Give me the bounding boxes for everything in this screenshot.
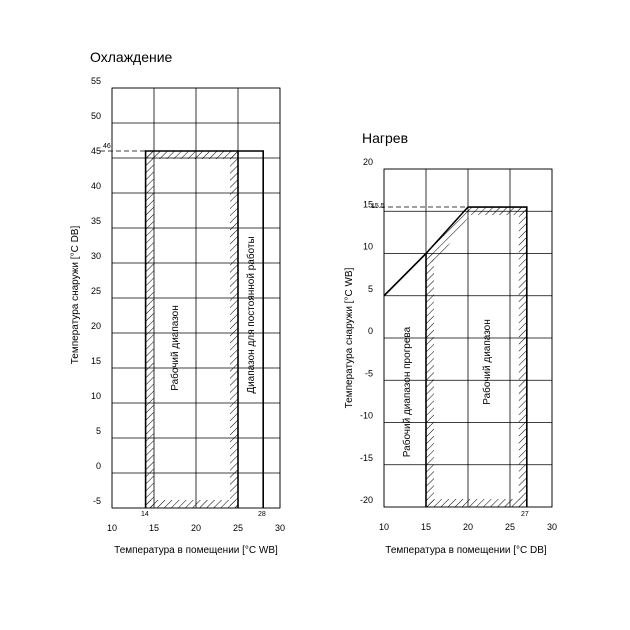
- cooling-y-mark-46: 46: [103, 143, 111, 150]
- cooling-x-axis-label: Температура в помещении [°C WB]: [114, 545, 278, 556]
- cooling-y-tick-5: 5: [95, 426, 101, 436]
- heating-hatch-layer: [426, 207, 527, 507]
- heating-y-tick-10: 10: [362, 241, 373, 252]
- cooling-y-tick-25: 25: [90, 286, 101, 296]
- cooling-operating-range-boundary: [146, 151, 238, 508]
- cooling-y-tick-55: 55: [90, 76, 101, 86]
- heating-y-axis-label: Температура снаружи [°C WB]: [344, 267, 355, 409]
- heating-warmup-range-label: Рабочий диапазон прогрева: [402, 326, 413, 458]
- heating-y-tick--10: -10: [359, 410, 373, 421]
- heating-y-tick--5: -5: [364, 368, 373, 379]
- heating-chart: [344, 130, 557, 556]
- cooling-hatch-right: [230, 151, 238, 508]
- cooling-x-mark-28: 28: [258, 511, 266, 518]
- cooling-y-tick-30: 30: [90, 251, 101, 261]
- heating-x-mark-27: 27: [521, 511, 529, 518]
- heating-y-tick-15: 15: [362, 199, 373, 210]
- cooling-x-tick-20: 20: [190, 523, 202, 533]
- cooling-y-tick-40: 40: [90, 181, 101, 191]
- heating-warmup-boundary: [384, 254, 426, 296]
- heating-x-tick-15: 15: [420, 522, 432, 532]
- cooling-y-axis-label: Температура снаружи [°C DB]: [70, 225, 81, 365]
- cooling-y-tick-50: 50: [90, 111, 101, 121]
- cooling-x-tick-30: 30: [274, 523, 286, 533]
- cooling-continuous-range-label: Диапазон для постоянной работы: [246, 236, 257, 394]
- heating-hatch-diagonal: [426, 207, 470, 265]
- heating-x-tick-25: 25: [504, 522, 516, 532]
- cooling-x-tick-25: 25: [232, 523, 244, 533]
- heating-x-tick-10: 10: [378, 522, 390, 532]
- heating-y-tick--15: -15: [359, 452, 373, 463]
- heating-y-tick--20: -20: [359, 495, 373, 505]
- cooling-y-tick-35: 35: [90, 216, 101, 226]
- heating-y-mark-15-5: 15.5: [371, 203, 385, 210]
- cooling-y-tick-20: 20: [90, 321, 101, 331]
- cooling-chart: [70, 49, 285, 556]
- heating-y-tick-5: 5: [367, 283, 373, 294]
- cooling-y-tick--5: -5: [92, 496, 101, 506]
- cooling-y-tick-45: 45: [90, 146, 101, 156]
- heating-title: Нагрев: [362, 130, 409, 146]
- heating-operating-range-label: Рабочий диапазон: [482, 319, 493, 405]
- heating-x-tick-20: 20: [462, 522, 474, 532]
- heating-x-tick-30: 30: [546, 522, 558, 532]
- cooling-hatch-bottom: [146, 500, 238, 508]
- cooling-operating-range-label: Рабочий диапазон: [170, 305, 181, 391]
- cooling-hatch-layer: [146, 151, 238, 508]
- cooling-title: Охлаждение: [90, 49, 173, 65]
- heating-x-axis-label: Температура в помещении [°C DB]: [385, 545, 547, 556]
- heating-y-tick-20: 20: [362, 157, 373, 167]
- cooling-x-tick-10: 10: [106, 523, 118, 533]
- cooling-y-tick-15: 15: [90, 356, 101, 366]
- cooling-x-tick-15: 15: [148, 523, 160, 533]
- cooling-hatch-left: [146, 151, 154, 508]
- cooling-y-tick-0: 0: [95, 461, 101, 471]
- heating-y-tick-0: 0: [367, 326, 373, 336]
- heating-hatch-bottom: [426, 499, 527, 507]
- cooling-boundaries: [100, 151, 263, 508]
- heating-boundaries: [372, 207, 527, 507]
- cooling-x-mark-14: 14: [141, 511, 149, 518]
- heating-hatch-right: [519, 207, 527, 507]
- cooling-y-tick-10: 10: [90, 391, 101, 401]
